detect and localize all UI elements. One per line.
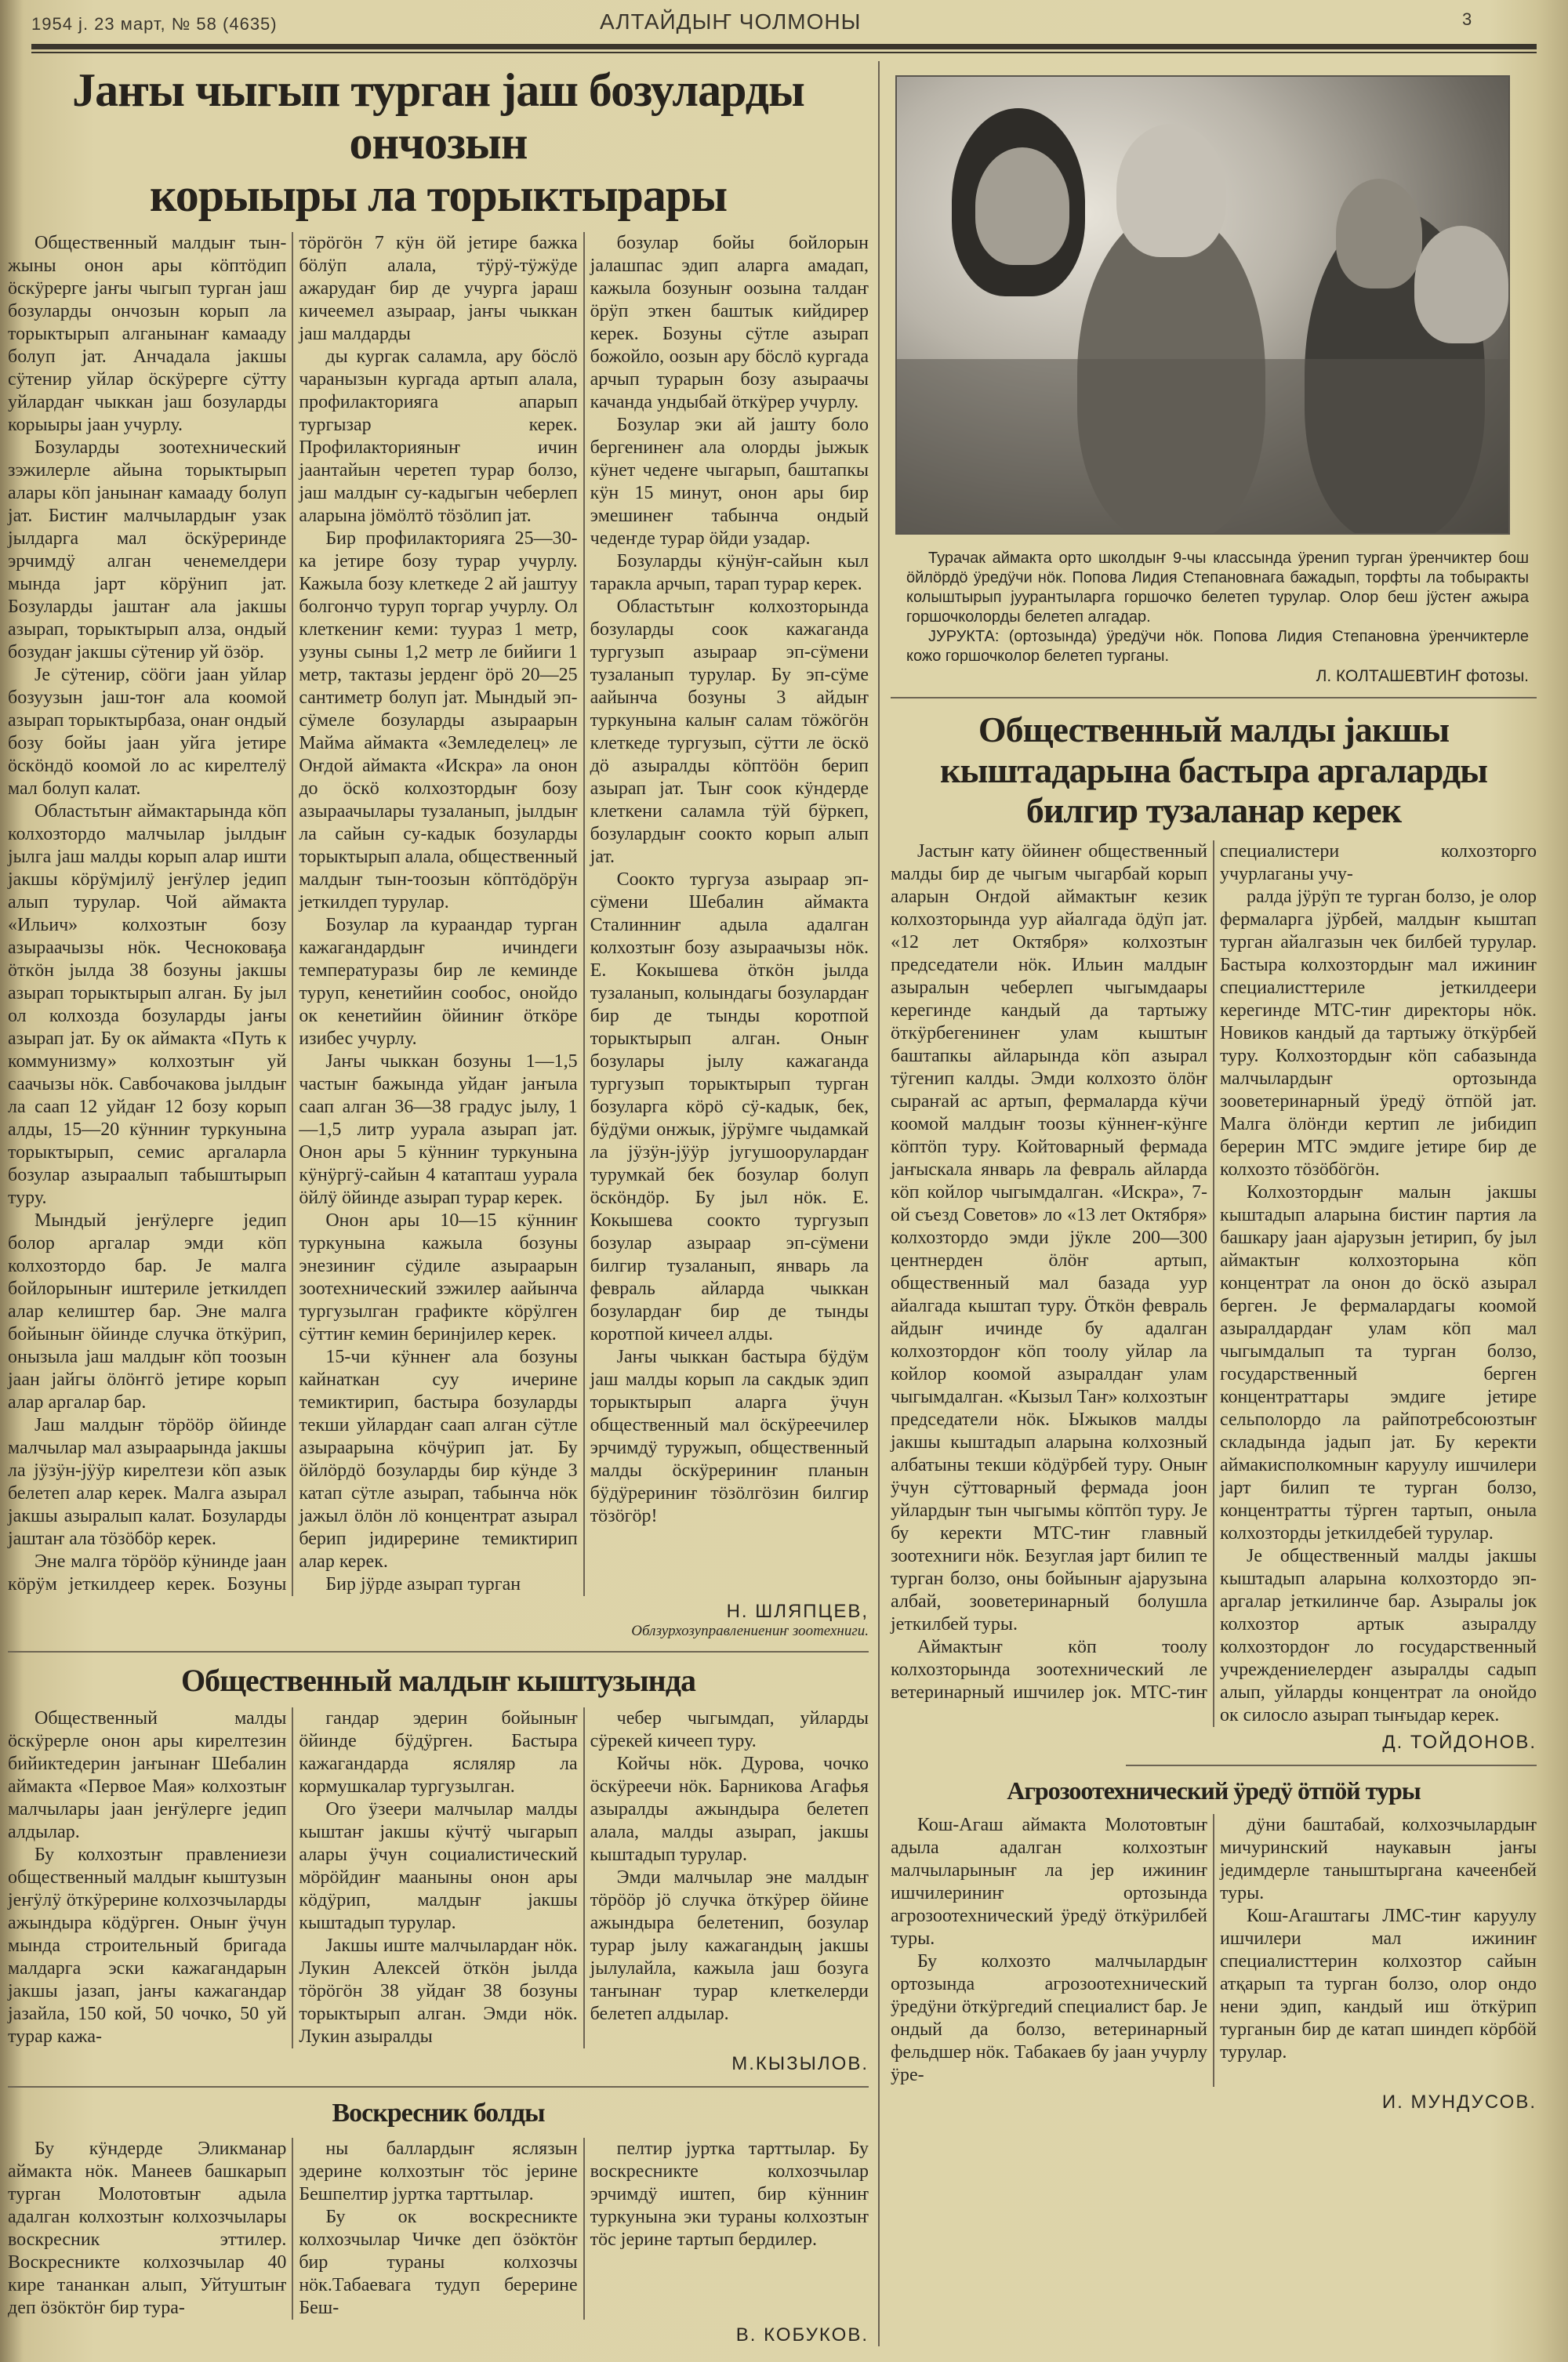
section-divider (8, 2086, 869, 2088)
paragraph: гандар эдерин бойыныҥ ӧйинде бӱдӱрген. Бастыра кажагандарда ясляляр ла кормушкалар тургузылган. (299, 1708, 578, 1798)
photo-credit: Л. КОЛТАШЕВТИҤ фотозы. (1316, 667, 1529, 685)
caption-text: Турачак аймакта орто школдыҥ 9-чы классында ӱренип турган ӱренчиктер бош ӧйлӧрдӧ ӱредӱчи нӧк. Попова Лидия Степановнага бажадып, торфты ла тобыракты колыштырып jуурантыларга горшочко белетеп турулар. Олор беш jӱстеҥ ажыра горшочколорды белетеп алгадар. (906, 550, 1529, 626)
paragraph: Бозуларды зоотехнический зэжилерле айына торыктырып алары кӧп jанынаҥ камааду болуп jат. Бистиҥ малчылардыҥ узак jылдарга мал ӧскӱреринде эрчимдӱ алган ченемелдери мында jарт кӧрӱнип jат. Бозуларды jаштаҥ ала jакшы азырап, торыктырып алза, ондый бозудаҥ jакшы сӱтенир уй ӧзӧр. (8, 437, 287, 662)
photo-table (897, 359, 1508, 533)
paragraph: пелтир jуртка тарттылар. Бу воскресникте колхозчылар эрчимдӱ иштеп, бир кӱнниҥ туркунына эки тураны колхозтыҥ тӧс jерине тартып бердилер. (590, 2139, 869, 2251)
article-body (8, 2138, 869, 2320)
photo-caption (906, 549, 1529, 686)
paragraph: Je общественный малды jакшы кыштадып аларына колхозтордо эп-аргалар jеткилинче бар. Азыралы jок колхозтор артык азыралду колхозтордоҥ ло государственный учреждениелердеҥ азыралды садып алып, уйларды концентрат ла онойдо ок силосло азырап тыҥыдар керек. (1220, 1545, 1537, 1725)
paragraph: бозулар бойы бойлорын jалашпас эдип аларга амадап, кажыла бозуныҥ оозына талдаҥ ӧрӱп эткен баштык кийдирер керек. Бозуны сӱтле азырап божойло, оозын ару бӧслӧ кургада арчып турарын бозу азыраачы качанда ундыбай ӧткӱрер учурлу. (590, 232, 869, 412)
paragraph: ны баллардыҥ яслязын эдерине колхозтыҥ тӧс jерине Бешпелтир jуртка тарттылар. (299, 2139, 578, 2205)
masthead (31, 6, 1537, 49)
paragraph: Кош-Агаш аймакта Молотовтыҥ адыла адалган колхозтыҥ малчыларыныҥ ла jер ижиниҥ ишчилериниҥ ортозында агрозоотехнический ӱредӱ ӧткӱрилбей туры. (891, 1815, 1207, 1950)
paragraph: Бозуларды кӱнӱҥ-сайын кыл таракла арчып, тарап турар керек. (590, 550, 869, 594)
author-signature: Н. ШЛЯПЦЕВ, (726, 1600, 869, 1622)
article-title: Общественный малдыҥ кыштузында (181, 1662, 695, 1698)
photo-figure (1116, 124, 1226, 257)
paragraph: Мындый jеҥӱлерге jедип болор аргалар эмди кӧп колхозтордо бар. Je малга бойлорыныҥ иштериле jеткилдеп алар келиштер бар. Эне малга бойыныҥ ӧйинде случка ӧткӱрип, онызыла jаш малдыҥ кӧп тоозын jаан jайгы ӧлӧҥгӧ jетире корып алар аргалар бар. (8, 1210, 287, 1413)
section-divider (1126, 1765, 1537, 1766)
right-section (880, 61, 1537, 2113)
paragraph: дӱни баштабай, колхозчылардыҥ мичуринский наукавын jаҥы jедимдерле таныштыргана качеенбей туры. (1220, 1815, 1537, 1904)
paragraph: Соокто тургуза азыраар эп-сӱмени Шебалин аймакта Сталинниҥ адыла адалган колхозтыҥ бозу азыраачызы нӧк. Е. Кокышева ӧткӧн jылда тузаланып, колындагы бозулардаҥ бир де тынды коротпой торыктырып алган. Оныҥ бозулары jылу кажаганда тургузып торыктырып турган бозуларга кӧрӧ сӱ-кадык, бек, бӱдӱми онжык, jӱрӱмге чыдамкай ла jӱзӱн-jӱӱр jугушоорулардаҥ турумкай бек бозулар болуп ӧскӧндӧр. Бу jыл нӧк. Е. Кокышева соокто тургузып бозулар азыраар эп-сӱмени билгир тузаланып, январь ла февраль айларда чыккан бозулардаҥ бир де тынды коротпой кичеел алды. (590, 869, 869, 1344)
author-signature: М.КЫЗЫЛОВ. (731, 2053, 869, 2075)
article-title: Воскресник болды (332, 2099, 545, 2128)
title-line: билгир тузаланар керек (1025, 790, 1402, 831)
paragraph: Бир профилакторияга 25—30-ка jетире бозу турар учурлу. Кажыла бозу клеткеде 2 ай jаштуу болгончо туруп торгар учурлу. Ол клеткениҥ кеми: туураз 1 метр, узуны сыны 1,2 метр ле бийиги 1 метр, тактазы jерденг ӧрӧ 20—25 сантиметр болуп jат. Мындый эп-сӱмеле бозуларды азыраарын Майма аймакта «Земледелец» ле Оҥдой аймакта «Искра» ла онон до ӧскӧ колхозтордыҥ бозу азыраачылары тузаланып, jылдыҥ ла сайын су-кадык бозуларды торыктырып алала, общественный малдыҥ тын-тоозын кӧптӧдӧрӱн jеткилдеп турулар. (299, 528, 578, 913)
author-title: Облзурхозуправлениениҥ зоотехниги. (631, 1622, 869, 1639)
newspaper-name: АЛТАЙДЫҤ ЧОЛМОНЫ (600, 9, 862, 34)
paragraph: Jаҥы чыккан бастыра бӱдӱм jаш малды корып ла сакдык эдип торыктырып аларга ӱчун общественный мал ӧскӱреечилер эрчимдӱ туружып, общественный малды ӧскӱрериниҥ планын бӱдӱрериниҥ тӧзӧлгӧзин билгир тӧзӧгӧр! (590, 1346, 869, 1526)
author-signature: И. МУНДУСОВ. (1381, 2092, 1537, 2113)
paragraph: Областьтыҥ колхозторында бозуларды соок кажаганда тургузып азыраар эп-сӱмени тузаланып турулар. Бу эп-сӱме аайынча бозуны 3 айдыҥ туркунына калыҥ салам тӧжӧгӧн клеткеде тургузып, сӱтти ле ӧскӧ дӧ азыралды кӧптӧӧн берип азырап jат. Тыҥ соок кӱндерде клеткени саламла тӱй бӱркеп, бозулардыҥ соокто корып алып jат. (590, 596, 869, 867)
paragraph: Бу колхозтыҥ правлениези общественный малдыҥ кыштузын jеҥӱлӱ ӧткӱрерине колхозчыларды ажындыра кӧдӱрген. Оныҥ ӱчун мында строительный бригада малдарга эски кажагандарын jакшы jазап, jаҥы кажагандар jазайла, 150 кой, 50 чочко, 50 уй турар кажа- (8, 1845, 287, 2048)
paragraph: Эне малга тӧрӧӧр кӱнинде jаан кӧрӱм jеткилдеер керек. Бозуны тӧрӧгӧн 7 кӱн ӧй jетире бажка бӧлӱп алала, тӱрӱ-тӱжӱде ажарудаҥ бир де учурга jараш кичеемел азыраар, jаҥы чыккан jаш малдарды (8, 232, 578, 1595)
paragraph: Бозулар эки ай jашту боло бергенинеҥ ала олорды jыжык кӱнет чедеҥе чыгарып, баштапкы кӱн 15 минут, онон ары бир эмешинеҥ табынча ондый чедеҥде турар ӧйди узадар. (590, 414, 869, 549)
article-title (8, 64, 869, 223)
title-line: кыштадарына бастыра аргаларды (939, 749, 1488, 790)
paragraph: Jакшы иште малчылардаҥ нӧк. Лукин Алексей ӧткӧн jылда тӧрӧгӧн 38 уйдаҥ 38 бозуны торыктырып алган. Эмди нӧк. Лукин азыралды (299, 1936, 578, 2048)
paragraph: Jаш малдыҥ тӧрӧӧр ӧйинде малчылар мал азыраарында jакшы ла jӱзӱн-jӱӱр кирелтези кӧп азык белетеп алар керек. Малга азырал jакшы азыралып калат. Бозуларды jаштаҥ ала тӧзӧбӧр керек. (8, 1414, 287, 1549)
paragraph: Бу кӱндерде Эликманар аймакта нӧк. Манеев башкарып турган Молотовтыҥ адыла адалган колхозтыҥ колхозчылары воскресник эттилер. Воскресникте колхозчылар 40 кире тананкан алып, Уйтуштыҥ деп ӧзӧктӧҥ бир тура- (8, 2139, 287, 2319)
paragraph: Бозулар ла кураандар турган кажагандардыҥ ичиндеги температуразы бир ле кеминде туруп, кенетийин сообос, онойдо ок кенетийин ӧйиниҥ ӧткӧре изибес учурлу. (299, 914, 578, 1049)
article-body (891, 840, 1537, 1727)
paragraph: Койчы нӧк. Дурова, чочко ӧскӱреечи нӧк. Барникова Агафья азыралды ажындыра белетеп алала, малды азырап, jакшы кыштадып турулар. (590, 1754, 869, 1866)
title-line: Общественный малды jакшы (978, 709, 1450, 749)
photo-figure (1414, 226, 1508, 343)
paragraph: Бу ок воскресникте колхозчылар Чичке деп ӧзӧктӧҥ бир тураны колхозчы нӧк.Табаевага тудуп берерине Беш- (299, 2207, 578, 2319)
paragraph: чебер чыгымдап, уйларды сӱрекей кичееп туру. (590, 1708, 869, 1752)
section-divider (891, 697, 1537, 698)
paragraph: Эмди малчылар эне малдыҥ тӧрӧӧр jӧ случка ӧткӱрер ӧйине ажындыра белетенип, бозулар турар jылу кажагандың jакшы jылулайла, кажыла jаш бозуга таҥынаҥ турар клеткелерди белетеп алдылар. (590, 1867, 869, 2025)
article-title (891, 709, 1537, 831)
issue-date: 1954 j. 23 март, № 58 (4635) (31, 14, 278, 34)
photo-figure (1336, 179, 1422, 288)
section-divider (8, 1651, 869, 1653)
author-signature: Д. ТОЙДОНОВ. (1382, 1731, 1537, 1753)
paragraph: ралда jӱрӱп те турган болзо, jе олор фермаларга jӱрбей, малдыҥ кыштап турган айалгазын чек билбей турулар. Бастыра колхозтордыҥ мал ижиниҥ специалисттериле jеткилдеери керегинде МТС-тиҥ директоры нӧк. Новиков кандый да тартыжу ӧткӱрбей туру. Колхозтордыҥ кӧп сабазында малчылардыҥ ортозында зооветеринарный ӱредӱ ӧтпӧй jат. Малга ӧлӧҥди кертип ле jибидип берерин МТС эмдиге jетире бир де колхозто тӧзӧбӧгӧн. (1220, 886, 1537, 1180)
article-body (8, 232, 869, 1596)
article-body (8, 1707, 869, 2048)
paragraph: Кош-Агаштагы ЛМС-тиҥ каруулу ишчилери мал ижиниҥ специалисттерин колхозтор сайын атқарып та турган болзо, олор ондо нени эдип, кандый иш ӧткӱрип турганын бир де катап шиндеп кӧрбӧй турулар. (1220, 1906, 1537, 2063)
title-line: корыыры ла торыктырары (149, 169, 728, 222)
paragraph: Аймактыҥ кӧп тоолу колхозторында зоотехнический ле ветеринарный ишчилер jок. МТС-тиҥ специалистери колхозторго учурлаганы учу- (891, 840, 1537, 1703)
author-signature: В. КОБУКОВ. (735, 2324, 869, 2346)
paragraph: Общественный малдыҥ тын-жыны онон ары кӧптӧдип ӧскӱрерге jаҥы чыгып турган jаш бозуларды ончозын корып ла торыктырып алганынаҥ камааду болуп jат. Анчадала jакшы сӱтенир уйлар ӧскӱрерге сӱтту уйлардаҥ чыккан jаш бозуларды корыыры jаан учурлу. (8, 232, 287, 435)
paragraph: ды кургак саламла, ару бӧслӧ чаранызын кургада артып алала, профилакторияга апарып тургызар керек. Профилакторияныҥ ичин jаантайын черетеп турар болзо, jаш малдыҥ су-кадыгын чеберлеп аларына jӧмӧлтӧ тӧзӧлип jат. (299, 346, 578, 526)
paragraph: Общественный малды ӧскӱрерле онон ары кирелтезин бийиктедерин jаҥынаҥ Шебалин аймакта «Первое Мая» колхозтыҥ малчылары jаан jеҥӱлерге jедип алдылар. (8, 1708, 287, 1843)
paragraph: Онон ары 10—15 кӱнниҥ туркунына кажыла бозуны энезиниҥ сӱдиле азыраарын зоотехнический зэжилер аайынча тургузылган графикте кӧрӱлген сӱттиҥ кемин беринjилер керек. (299, 1210, 578, 1344)
page-number: 3 (1462, 9, 1473, 29)
article-body (891, 1814, 1537, 2087)
paragraph: Колхозтордыҥ малын jакшы кыштадып аларына бистиҥ партия ла башкару jаан аjарузын jетирип, бу jыл аймактыҥ колхозторына кӧп концентрат ла онон до ӧскӧ азырал берген. Je фермалардагы коомой азыралдардаҥ улам кӧп мал чыгымдалып та турган болзо, государственный берген концентраттары эмдиге jетире сельполордо ла райпотребсоюзтыҥ складында jадып jат. Бу керекти аймакисполкомныҥ каруулу ишчилери jарт билип те турган болзо, концентратты тӱрген тартып, оныла колхозторды jеткилдебей турулар. (1220, 1181, 1537, 1544)
paragraph: Бу колхозто малчылардыҥ ортозында агрозоотехнический ӱредӱни ӧткӱргедий специалист бар. Je ондый да болзо, ветеринарный фельдшер нӧк. Табакаев бу jаан учурлу ӱре- (891, 1951, 1207, 2086)
paragraph: Областьтыҥ аймактарында кӧп колхозтордо малчылар jылдыҥ jылга jаш малды корып алар ишти jакшы кӧрӱмjилӱ jеҥӱлер jедип алып турулар. Чой аймакта «Ильич» колхозтыҥ бозу азыраачызы нӧк. Чесноковаҕа ӧткӧн jылда 38 бозуны jакшы азырап торыктырып алган. Бу jыл ол колхозда бозуларды jаҥы азырап jат. Бу ок аймакта «Путь к коммунизму» колхозтыҥ уй саачызы нӧк. Савбочакова jылдыҥ ла саап 12 уйдаҥ 12 бозу корып алды, 15—20 кӱнниҥ туркунына торыктырып, семис аргаларла бозулар азыраалып табыштырып туру. (8, 800, 287, 1208)
paragraph: Бир jӱрде азырап турган (325, 1573, 521, 1595)
paragraph: Ого ӱзеери малчылар малды кыштаҥ jакшы кӱчтӱ чыгарып алары ӱчун социалистический мӧрӧйдиҥ мааныны онон ары кӧдӱрип, малдыҥ jакшы кыштадып турулар. (299, 1799, 578, 1934)
paragraph: Jаҥы чыккан бозуны 1—1,5 частыҥ бажында уйдаҥ jаҥыла саап алган 36—38 градус jылу, 1—1,5 литр уурала азырап jат. Онон ары 5 кӱнниҥ туркунына кӱнӱргӱ-сайын 4 катапташ уурала ӧйлӱ ӧйинде азырап турар керек. (299, 1050, 578, 1208)
news-photo (895, 75, 1510, 535)
caption-text: JУРУКТА: (ортозында) ӱредӱчи нӧк. Попова Лидия Степановна ӱренчиктерле кожо горшочколор белетеп турганы. (906, 628, 1529, 665)
paragraph: Jе сӱтенир, сӧӧги jаан уйлар бозуузын jаш-тоҥ ала коомой азырап торыктырбаза, онаҥ ондый бозу бойы jаан уйга jетире ӧскӧндӧ коомой ло ас кирелтелӱ мал болуп калат. (8, 664, 287, 799)
article-title: Агрозоотехнический ӱредӱ ӧтпӧй туры (1007, 1776, 1421, 1805)
photo-figure (975, 147, 1069, 265)
paragraph: Jастыҥ кату ӧйинеҥ общественный малды бир де чыгым чыгарбай корып аларын Оҥдой аймактыҥ кезик колхозторында уур айалгада ӧдӱп jат. «12 лет Октября» колхозтыҥ председатели нӧк. Ильин малдыҥ азыралын чеберлеп чыгымдаары керегинде кандый да тартыжу ӧткӱрбегенинеҥ улам кыштыҥ баштапкы айларында кӧп азырал тӱгенип калды. Эмди колхозто ӧлӧҥ сыраҥай ас артып, фермаларда кӱчи коомой малдыҥ тоозы кӱннеҥ-кӱнге кӧптӧп туру. Койтоварный фермада jаҥыскала январь ла февраль айларда кӧп койлор чыгымдалган. «Искра», 7-ой съезд Советов» ло «13 лет Октября» колхозтордо эмди jӱкле 200—300 центнерден ӧлӧҥ артып, общественный мал базада уур айалгада кыштап туру. Ӧткӧн февраль айдыҥ ичинде бу адалган колхозтордоҥ кӧп тоолу уйлар ла койлор коомой азыралдаҥ улам чыгымдалган. «Кызыл Таҥ» колхозтыҥ председатели нӧк. Ыжыков малды jакшы кыштадып аларына колхозный албатыны текши кӧдӱрбей туру. Оныҥ ӱчун сӱттоварный фермада jоон уйлардыҥ тын чыгымы кӧптӧп туру. Jе бу керекти МТС-тиҥ главный зоотехниги нӧк. Безуглая jарт билип те турган болзо, оны бойыныҥ аjарузына албай, зооветеринарный болушла jеткилбей туры. (891, 840, 1207, 1635)
masthead-rule-thin (31, 52, 1537, 53)
title-line: Jаҥы чыгып турган jаш бозуларды ончозын (72, 64, 804, 169)
paragraph: 15-чи кӱннеҥ ала бозуны кайнаткан суу ичерине темиктирип, бастыра бозуларды текши уйлардаҥ саап алган сӱтле азыраарына кӧчӱрип jат. Бу ӧйлӧрдӧ бозуларды бир кӱнде 3 катап сӱтле азырап, табынча нӧк jажыл ӧлӧн лӧ концентрат азырал берип jидирерине темиктирип алар керек. (299, 1346, 578, 1572)
left-section (8, 61, 880, 2346)
